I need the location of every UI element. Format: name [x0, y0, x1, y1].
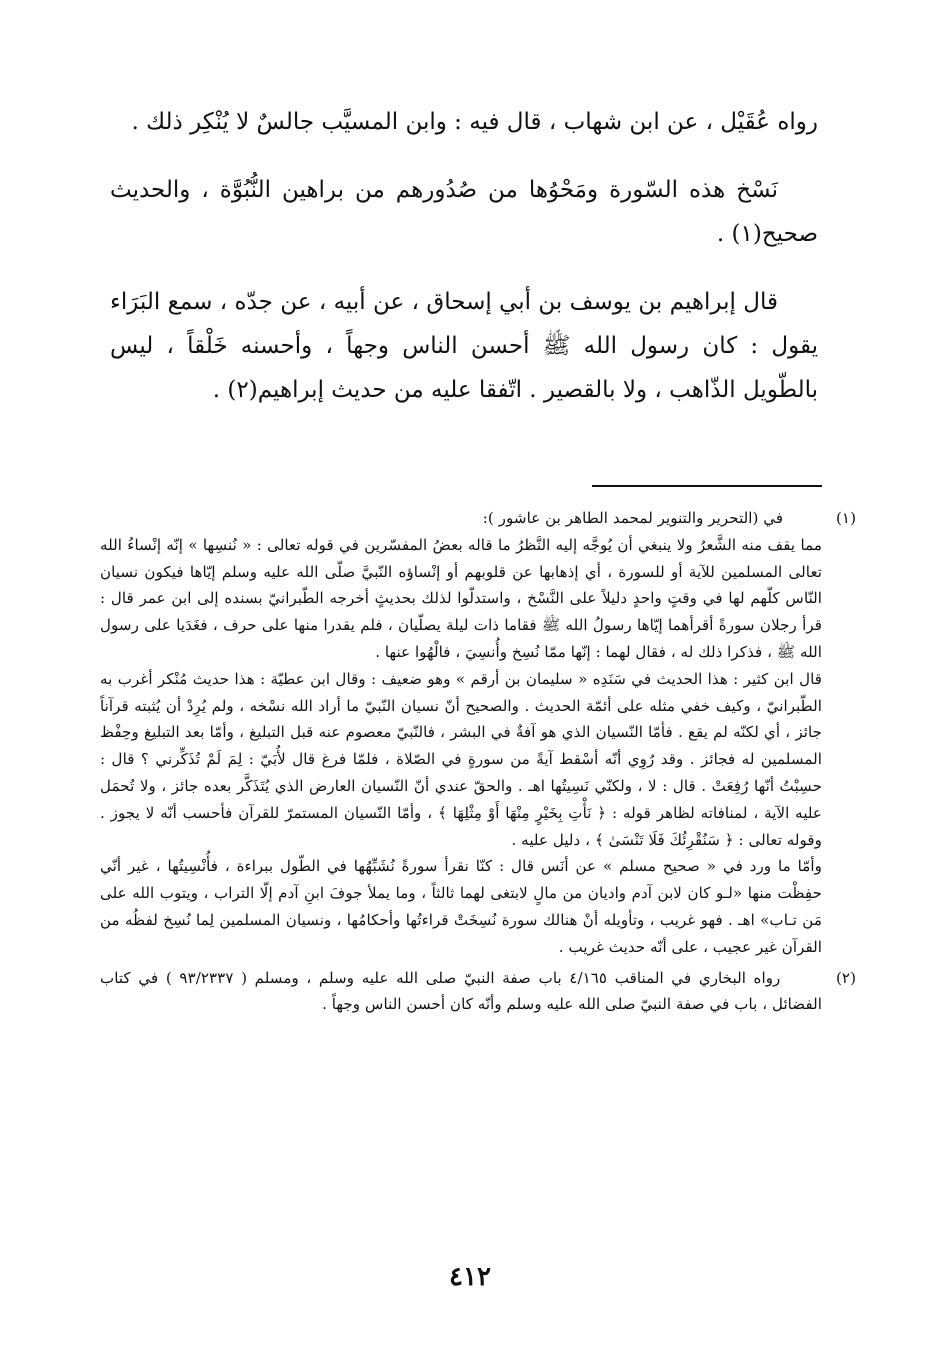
main-paragraph: نَسْخ هذه السّورة ومَحْوُها من صُدُورهم من براهين النُّبُوَّة ، والحديث صحيح(١) . — [110, 177, 818, 247]
footnotes — [100, 505, 856, 1022]
footnote-1 — [100, 505, 856, 961]
footnote-text: رواه البخاري في المناقب ٤/١٦٥ باب صفة النبيّ صلى الله عليه وسلم ، ومسلم ( ٩٣/٢٣٣٧ ) في كتاب الفضائل ، باب في صفة النبيّ صلى الله عليه وسلم وأنّه كان أحسن الناس وجهاً . — [100, 968, 822, 1014]
footnote-heading — [100, 505, 856, 532]
main-paragraph: قال إبراهيم بن يوسف بن أبي إسحاق ، عن أبيه ، عن جدّه ، سمع البَرَاء يقول : كان رسول الله ﷺ أحسن الناس وجهاً ، وأحسنه خَلْقاً ، ليس بالطّويل الذّاهب ، ولا بالقصير . اتّفقا عليه من حديث إبراهيم(٢) . — [110, 289, 818, 403]
footnote-separator — [592, 485, 822, 487]
footnote-number: (٢) — [835, 968, 856, 987]
main-paragraph: رواه عُقَيْل ، عن ابن شهاب ، قال فيه : وابن المسيَّب جالسٌ لا يُنْكِر ذلك . — [131, 109, 818, 135]
page-number: ٤١٢ — [449, 1262, 491, 1292]
footnote-heading — [100, 965, 856, 1019]
main-text — [110, 100, 818, 436]
footnote-paragraph: وأمّا ما ورد في « صحيح مسلم » عن أنَس قال : كنّا نقرأ سورةً نُشَبِّهُها في الطّول ببراءة ، فأُنْسِيتُها ، غير أنّي حفِظْت منها «لـو كان لابن آدم واديان من مالٍ لابتغى لهما ثالثاً ، وما يملأ جوفَ ابنِ آدم إلّا التراب ، ويتوب الله على مَن تـاب» اهـ . فهو غريب ، وتأويله أنْ هنالك سورة نُسِخَتْ قراءتُها وأحكامُها ، ونسيان المسلمين لِما نُسِخ لفظُه من القرآن غير عجيب ، على أنّه حديث غريب . — [100, 857, 822, 956]
footnote-source: في (التحرير والتنوير لمحمد الطاهر بن عاشور ): — [482, 509, 784, 527]
footnote-2 — [100, 965, 856, 1019]
footnote-number: (١) — [835, 509, 856, 527]
footnote-paragraph: مما يقف منه الشَّعرُ ولا ينبغي أن يُوجَّه إليه النَّظرُ ما قاله بعضُ المفسّرين في قوله تعالى : « نُنسِها » إنّه إنْساءُ الله تعالى المسلمين للآية أو للسورة ، أي إذهابها عن قلوبهم أو إنْساؤه النّبيَّ صلّى الله عليه وسلم إيّاها فيكون نسيان النّاس كلّهم لها في وقتٍ واحدٍ دليلاً على النَّسْخ ، واستدلّوا لذلك بحديثٍ أخرجه الطّبرانيّ بسنده إلى ابن عمر قال : قرأ رجلان سورةً أقرأهما إيّاها رسولُ الله ﷺ فقاما ذات ليلة يصلّيان ، فلم يقدرا منها على حرف ، فغَدَيا على رسول الله ﷺ ، فذكرا ذلك له ، فقال لهما : إنّها ممّا نُسِخ وأُنسِيَ ، فالْهُوا عنها . — [100, 535, 822, 661]
footnote-paragraph: قال ابن كثير : هذا الحديث في سَنَدِه « سليمان بن أرقم » وهو ضعيف : وقال ابن عطيّة : هذا حديث مُنْكر أغرب به الطّبرانيّ ، وكيف خفي مثله على أئمّة الحديث . والصحيح أنّ نسيان النّبيّ ما أراد الله نسْخه ، ولم يُرِدْ أن يُثبته قرآناً جائز ، أي لكنّه لم يقع . فأمّا النّسيان الذي هو آفةٌ في البشر ، فالنّبيّ معصوم عنه قبل التبليغ ، وأمّا بعد التبليغ وحِفْظ المسلمين له فجائز . وقد رُوِي أنّه أسْقط آيةً من سورةٍ في الصّلاة ، فلمّا فرغ قال لأُبَيّ : لِمَ لَمْ تُذَكِّرني ؟ قال : حسِبْتُ أنّها رُفِعَتْ . قال : لا ، ولكنّي نَسِيتُها اهـ . والحقّ عندي أنّ النّسيان العارض الذي يُتَذَكَّر بعده جائز ، ولا تُحمَل عليه الآية ، لمنافاته لظاهر قوله : ﴿ نَأْتِ بِخَيْرٍ مِنْهَا أَوْ مِثْلِهَا ﴾ ، وأمّا النّسيان المستمرّ للقرآن فأحسب أنّه لا يجوز . وقوله تعالى : ﴿ سَنُقْرِئُكَ فَلَا تَنْسَىٰ ﴾ ، دليل عليه . — [100, 669, 822, 849]
